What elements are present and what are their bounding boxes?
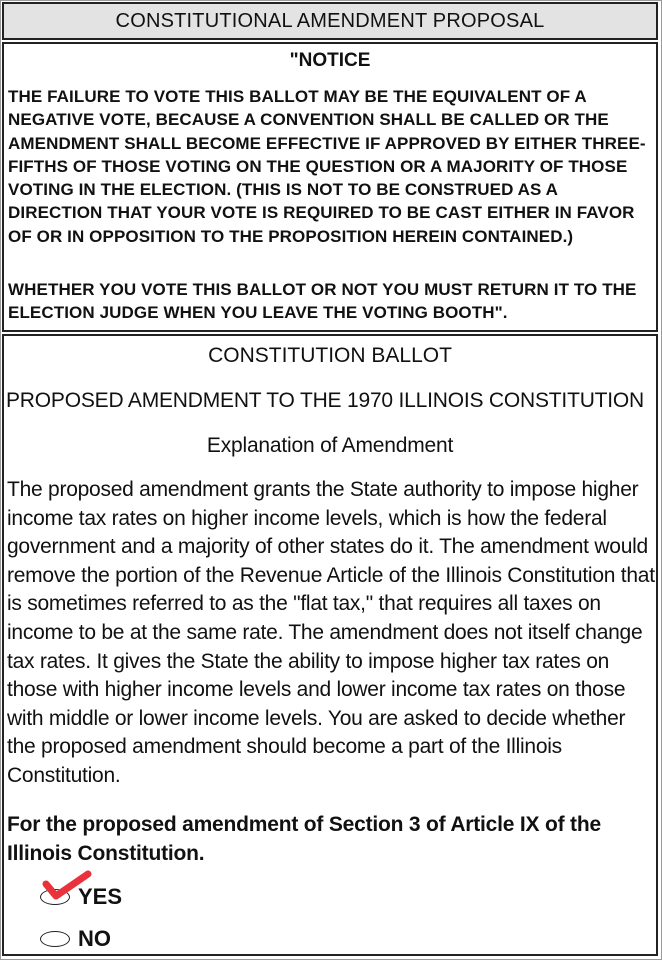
notice-paragraph-1: THE FAILURE TO VOTE THIS BALLOT MAY BE THE EQUIVALENT OF A NEGATIVE VOTE, BECAUSE A CONVENTION SHALL BE CALLED OR THE AMENDMENT SHALL BECOME EFFECTIVE IF APPROVED BY EITHER THREE-FIFTHS OF THOSE VOTING ON THE QUESTION OR A MAJORITY OF THOSE VOTING IN THE ELECTION. (THIS IS NOT TO BE CONSTRUED AS A DIRECTION THAT YOUR VOTE IS REQUIRED TO BE CAST EITHER IN FAVOR OF OR IN OPPOSITION TO THE PROPOSITION HEREIN CONTAINED.) [8, 87, 646, 246]
header-bar [2, 2, 658, 40]
checkmark-icon [38, 866, 98, 906]
ballot-section [2, 334, 658, 956]
ballot-title: CONSTITUTION BALLOT [208, 344, 452, 367]
header-title: CONSTITUTIONAL AMENDMENT PROPOSAL [115, 9, 545, 32]
notice-section [2, 42, 658, 332]
option-no[interactable] [40, 926, 111, 952]
option-no-label: NO [78, 926, 111, 951]
notice-paragraph-2: WHETHER YOU VOTE THIS BALLOT OR NOT YOU MUST RETURN IT TO THE ELECTION JUDGE WHEN YOU LEAVE THE VOTING BOOTH". [8, 280, 637, 323]
explanation-body: The proposed amendment grants the State authority to impose higher income tax rates on higher income levels, which is how the federal government and a majority of other states do it. The amendment would remove the portion of the Revenue Article of the Illinois Constitution that is sometimes referred to as the "flat tax," that requires all taxes on income to be at the same rate. The amendment does not itself change tax rates. It gives the State the ability to impose higher tax rates on those with higher income levels and lower income tax rates on those with middle or lower income levels. You are asked to decide whether the proposed amendment should become a part of the Illinois Constitution. [7, 478, 655, 787]
no-oval[interactable] [40, 931, 70, 947]
option-yes-label: YES [78, 884, 123, 909]
ballot-subtitle: PROPOSED AMENDMENT TO THE 1970 ILLINOIS CONSTITUTION [6, 389, 645, 412]
ballot-question: For the proposed amendment of Section 3 of Article IX of the Illinois Constitution. [7, 813, 601, 865]
explanation-heading: Explanation of Amendment [206, 434, 454, 457]
notice-title: "NOTICE [289, 50, 371, 71]
